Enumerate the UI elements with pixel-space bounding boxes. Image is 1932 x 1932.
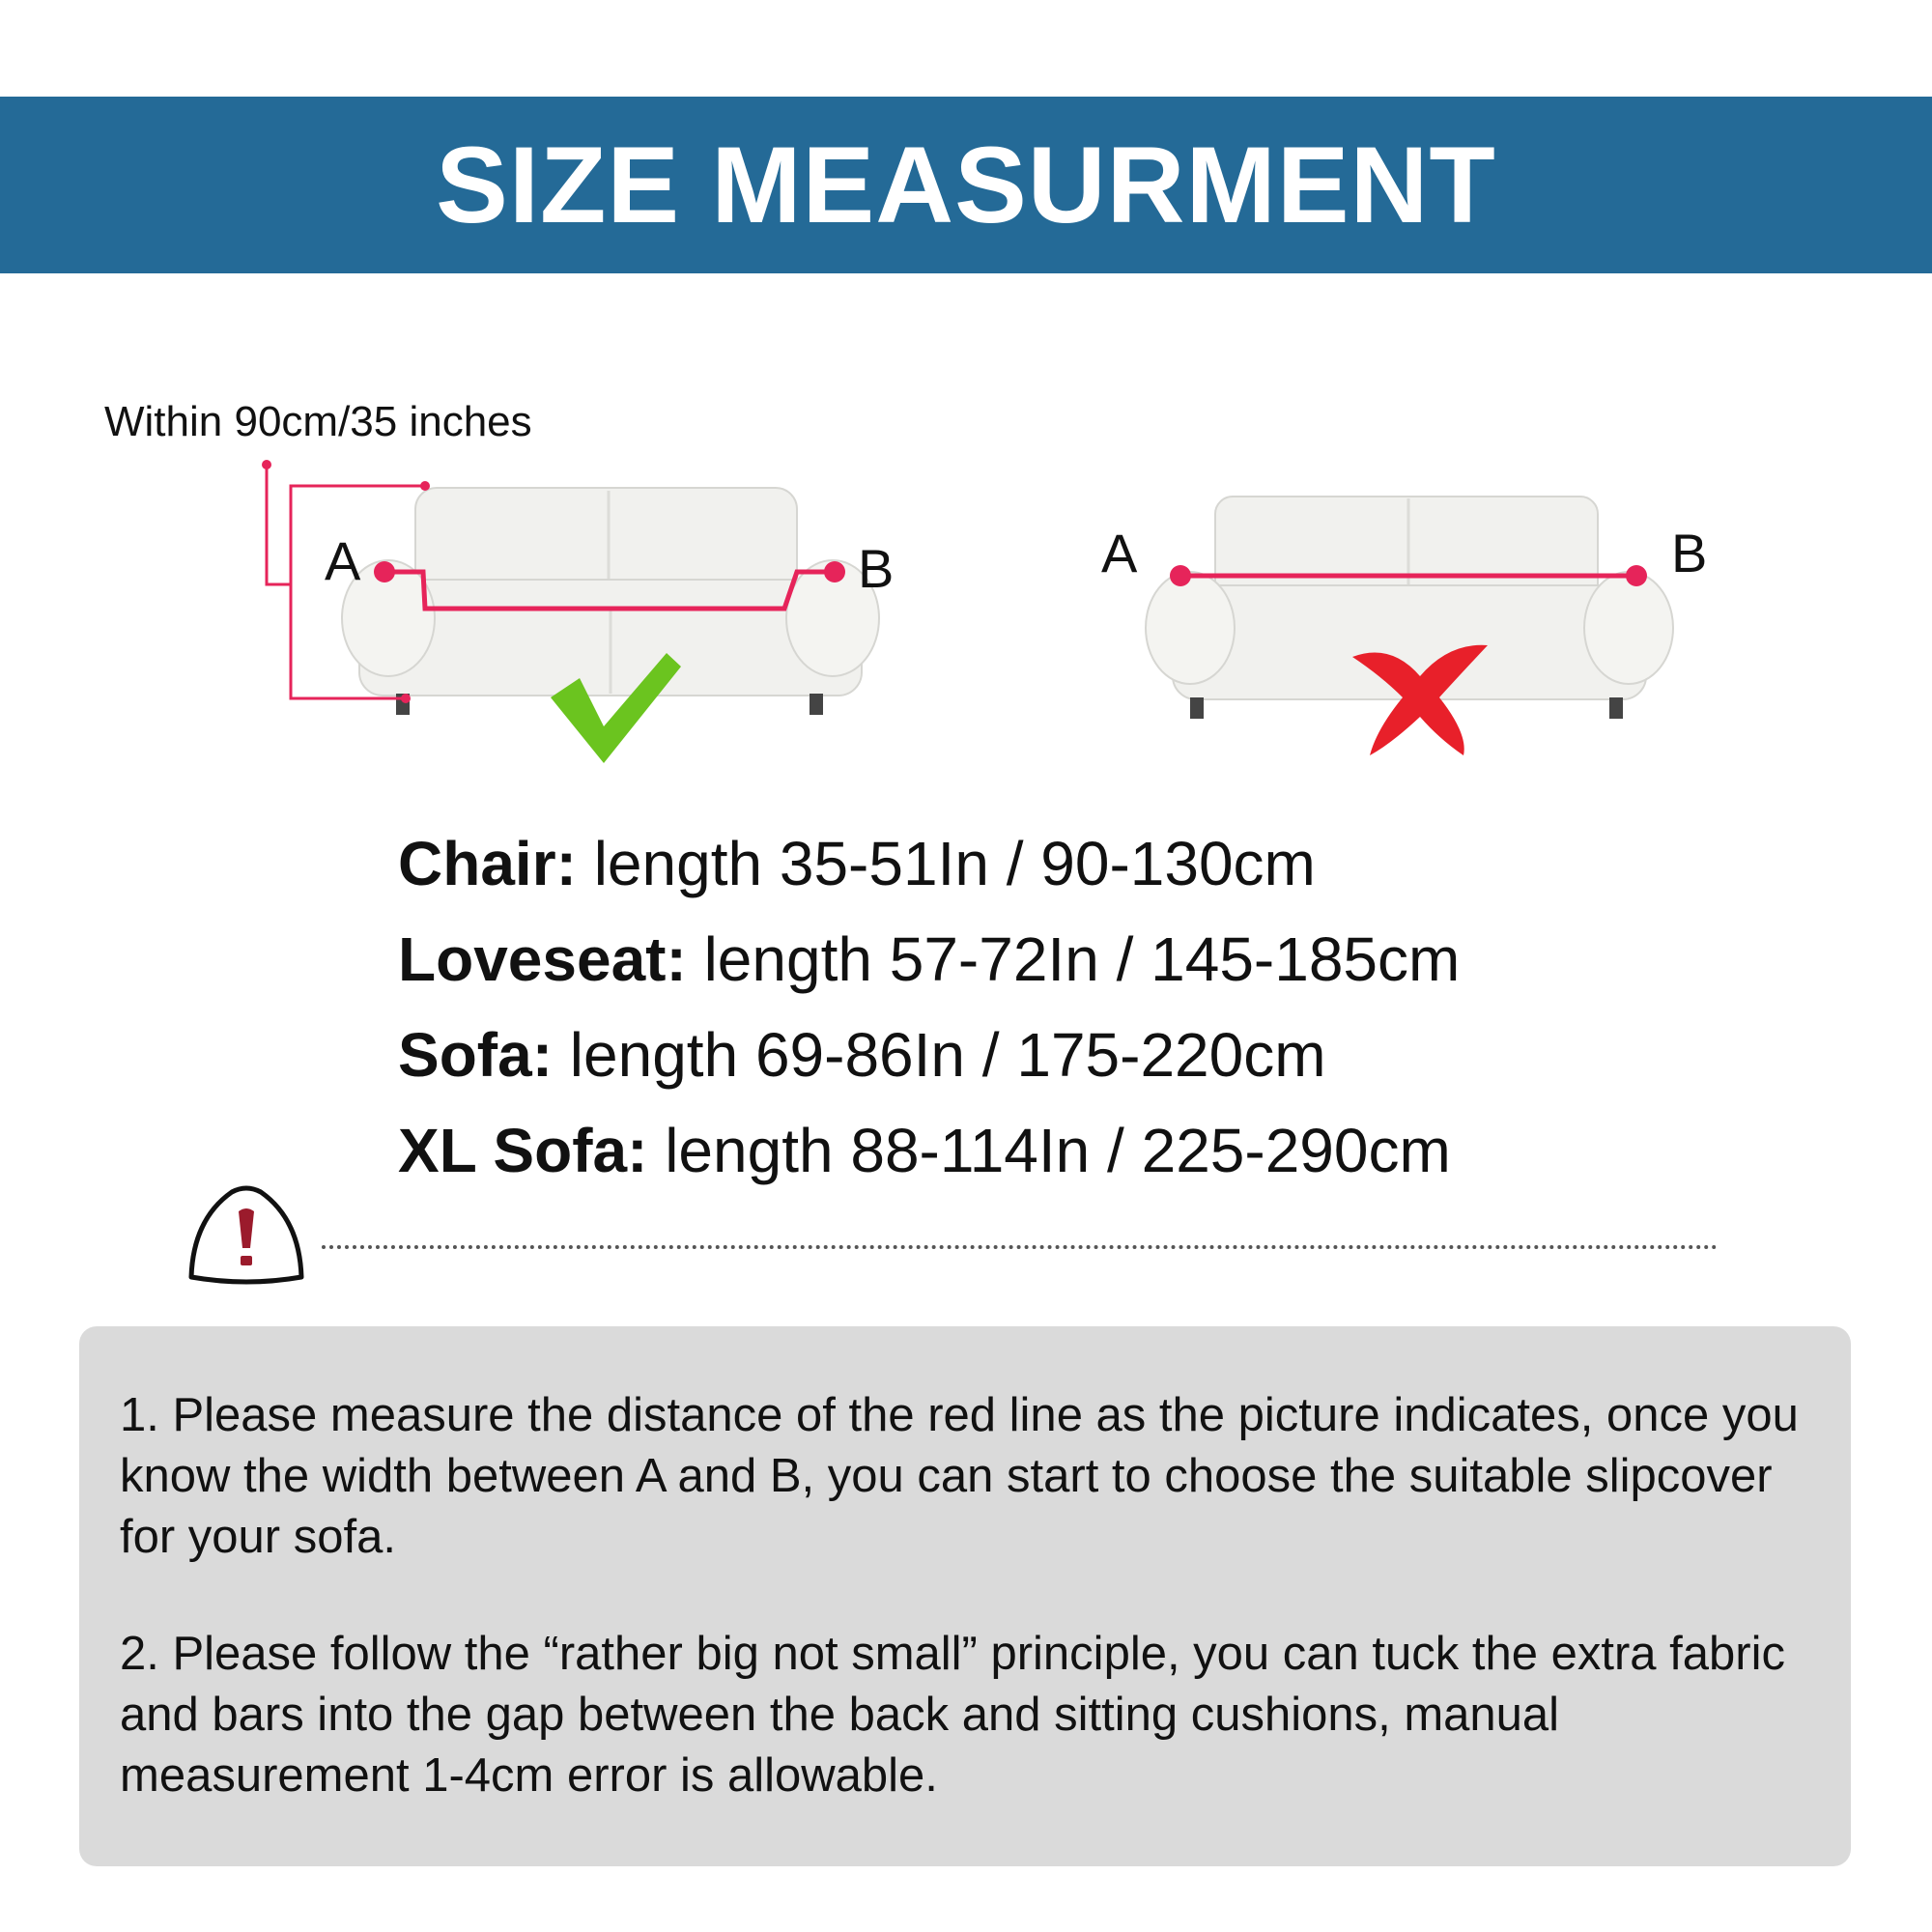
point-b-label: B <box>858 538 895 599</box>
point-a-label: A <box>325 530 361 591</box>
instruction-1: 1. Please measure the distance of the red line as the picture indicates, once you know the width between A and B, you can start to choose the suitable slipcover for your sofa. <box>120 1389 1799 1563</box>
size-list <box>398 816 1460 1199</box>
size-row-sofa: Sofa: length 69-86In / 175-220cm <box>398 1020 1326 1090</box>
sofa-arm-right <box>1584 572 1673 684</box>
height-bracket-outer <box>267 465 292 584</box>
height-limit-note: Within 90cm/35 inches <box>104 398 532 445</box>
size-row-xl-sofa: XL Sofa: length 88-114In / 225-290cm <box>398 1116 1451 1185</box>
size-row-loveseat: Loveseat: length 57-72In / 145-185cm <box>398 924 1461 994</box>
page-title: SIZE MEASURMENT <box>436 125 1496 245</box>
title-banner <box>0 97 1932 273</box>
point-a-label: A <box>1101 523 1138 583</box>
point-b-label: B <box>1671 523 1708 583</box>
dotted-divider <box>322 1245 1718 1249</box>
wrong-sofa <box>1146 497 1673 755</box>
measurement-diagram <box>0 425 1932 773</box>
size-row-chair: Chair: length 35-51In / 90-130cm <box>398 829 1316 898</box>
correct-sofa <box>262 460 879 763</box>
sofa-arm-left <box>1146 572 1235 684</box>
warning-icon <box>184 1180 309 1287</box>
instruction-2: 2. Please follow the “rather big not small” principle, you can tuck the extra fabric and bars into the gap between the back and sitting cushions, manual measurement 1-4cm error is allowable. <box>120 1628 1785 1802</box>
